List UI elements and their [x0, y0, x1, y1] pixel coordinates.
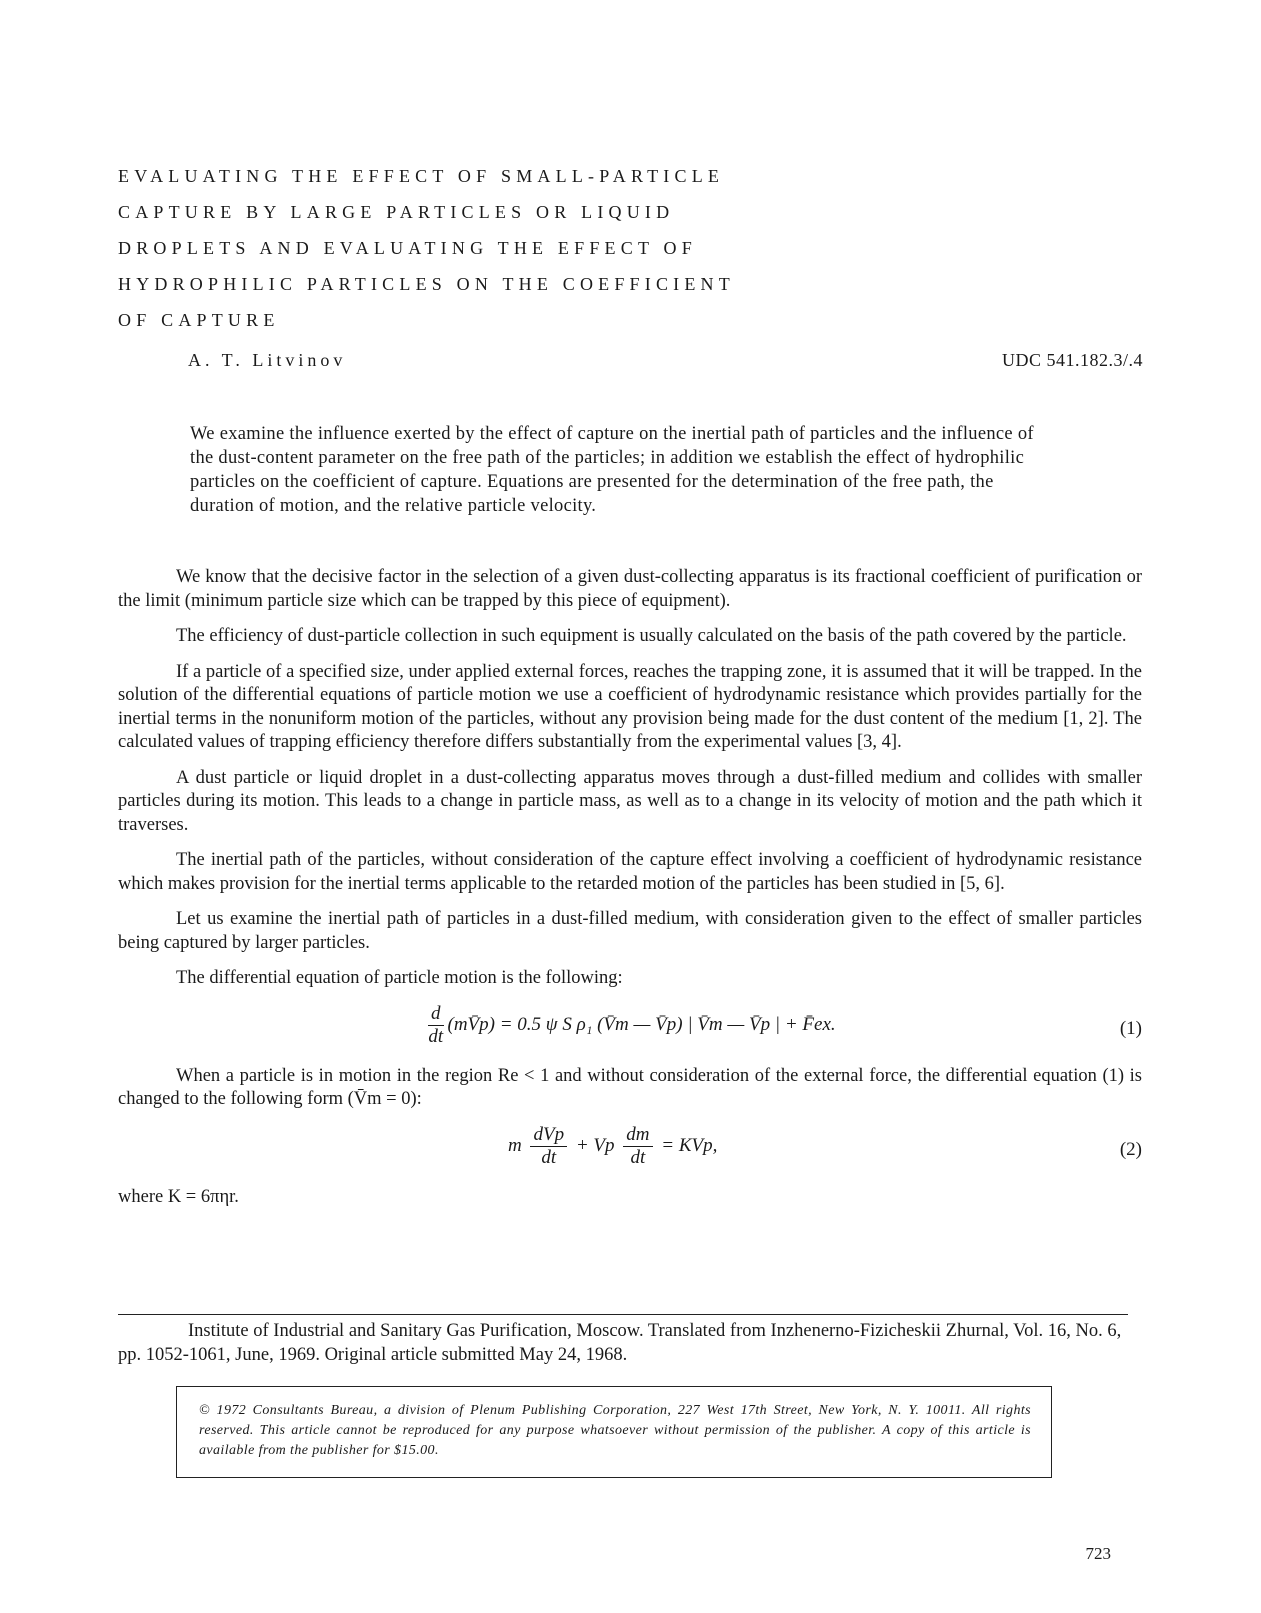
- fraction: $\frac{\text{dVp}}{dt}$: [530, 1124, 567, 1169]
- equation-number: (2): [1119, 1138, 1142, 1160]
- paragraph: The efficiency of dust-particle collection in such equipment is usually calculated on the basis of the path covered by the particle.: [176, 626, 1127, 646]
- paragraph: We know that the decisive factor in the selection of a given dust-collecting apparatus is its fractional coefficient of purification or the limit (minimum particle size which can be trapped by this piece of equipment).: [118, 567, 1142, 611]
- paragraph: The differential equation of particle motion is the following:: [176, 968, 623, 988]
- equation-1: [118, 1003, 1142, 1053]
- equation-number: (1): [1119, 1017, 1142, 1039]
- article-title: [118, 158, 838, 338]
- article-body: [118, 566, 1142, 1221]
- title-line: HYDROPHILIC PARTICLES ON THE COEFFICIENT: [118, 274, 735, 294]
- title-line: CAPTURE BY LARGE PARTICLES OR LIQUID: [118, 202, 675, 222]
- equation-rhs: = KVp,: [661, 1134, 718, 1156]
- equation-rhs: = 0.5 ψ S ρ₁ (V̄m — V̄p) | V̄m — V̄p | + F̄ex.: [499, 1013, 836, 1035]
- affiliation-text: Institute of Industrial and Sanitary Gas Purification, Moscow. Translated from Inzhenerno-Fizicheskii Zhurnal, Vol. 16, No. 6, pp. 1052-1061, June, 1969. Original article submitted May 24, 1968.: [118, 1321, 1122, 1365]
- abstract: We examine the influence exerted by the effect of capture on the inertial path of particles and the influence of the dust-content parameter on the free path of the particles; in addition we establish the effect of hydrophilic particles on the coefficient of capture. Equations are presented for the determination of the free path, the duration of motion, and the relative particle velocity.: [190, 424, 1034, 516]
- footnote-divider: [118, 1314, 1128, 1315]
- author-name: A. T. Litvinov: [188, 350, 347, 370]
- paragraph: If a particle of a specified size, under applied external forces, reaches the trapping zone, it is assumed that it will be trapped. In the solution of the differential equations of particle motion we use a coefficient of hydrodynamic resistance which provides partially for the inertial terms in the nonuniform motion of the particles, without any provision being made for the dust content of the medium [1, 2]. The calculated values of trapping efficiency therefore differs substantially from the experimental values [3, 4].: [118, 661, 1142, 752]
- title-line: DROPLETS AND EVALUATING THE EFFECT OF: [118, 238, 697, 258]
- equation-term: m: [508, 1134, 522, 1156]
- equation-lhs: (mV̄p): [447, 1013, 495, 1035]
- equation-2: [118, 1124, 1142, 1174]
- page-number: 723: [1085, 1544, 1111, 1563]
- copyright-notice: © 1972 Consultants Bureau, a division of Plenum Publishing Corporation, 227 West 17th Street, New York, N. Y. 10011. All rights reserved. This article cannot be reproduced for any purpose whatsoever without permission of the publisher. A copy of this article is available from the publisher for $15.00.: [176, 1386, 1052, 1478]
- title-line: OF CAPTURE: [118, 310, 280, 330]
- affiliation-footnote: [118, 1320, 1128, 1367]
- paragraph: A dust particle or liquid droplet in a dust-collecting apparatus moves through a dust-filled medium and collides with smaller particles during its motion. This leads to a change in particle mass, as well as to a change in its velocity of motion and the path which it traverses.: [118, 767, 1142, 835]
- title-line: EVALUATING THE EFFECT OF SMALL-PARTICLE: [118, 166, 725, 186]
- equation-term: + Vp: [575, 1134, 615, 1156]
- paragraph: Let us examine the inertial path of particles in a dust-filled medium, with consideration given to the effect of smaller particles being captured by larger particles.: [118, 909, 1142, 953]
- paragraph: The inertial path of the particles, without consideration of the capture effect involving a coefficient of hydrodynamic resistance which makes provision for the inertial terms applicable to the retarded motion of the particles has been studied in [5, 6].: [118, 850, 1142, 894]
- where-clause: where K = 6πηr.: [118, 1186, 239, 1207]
- udc-code: UDC 541.182.3/.4: [1001, 350, 1143, 370]
- paragraph: When a particle is in motion in the region Re < 1 and without consideration of the external force, the differential equation (1) is changed to the following form (V̄m = 0):: [118, 1065, 1142, 1109]
- derivative-operator: $\frac{d}{dt}$: [428, 1002, 444, 1047]
- fraction: $\frac{dm}{dt}$: [623, 1124, 652, 1169]
